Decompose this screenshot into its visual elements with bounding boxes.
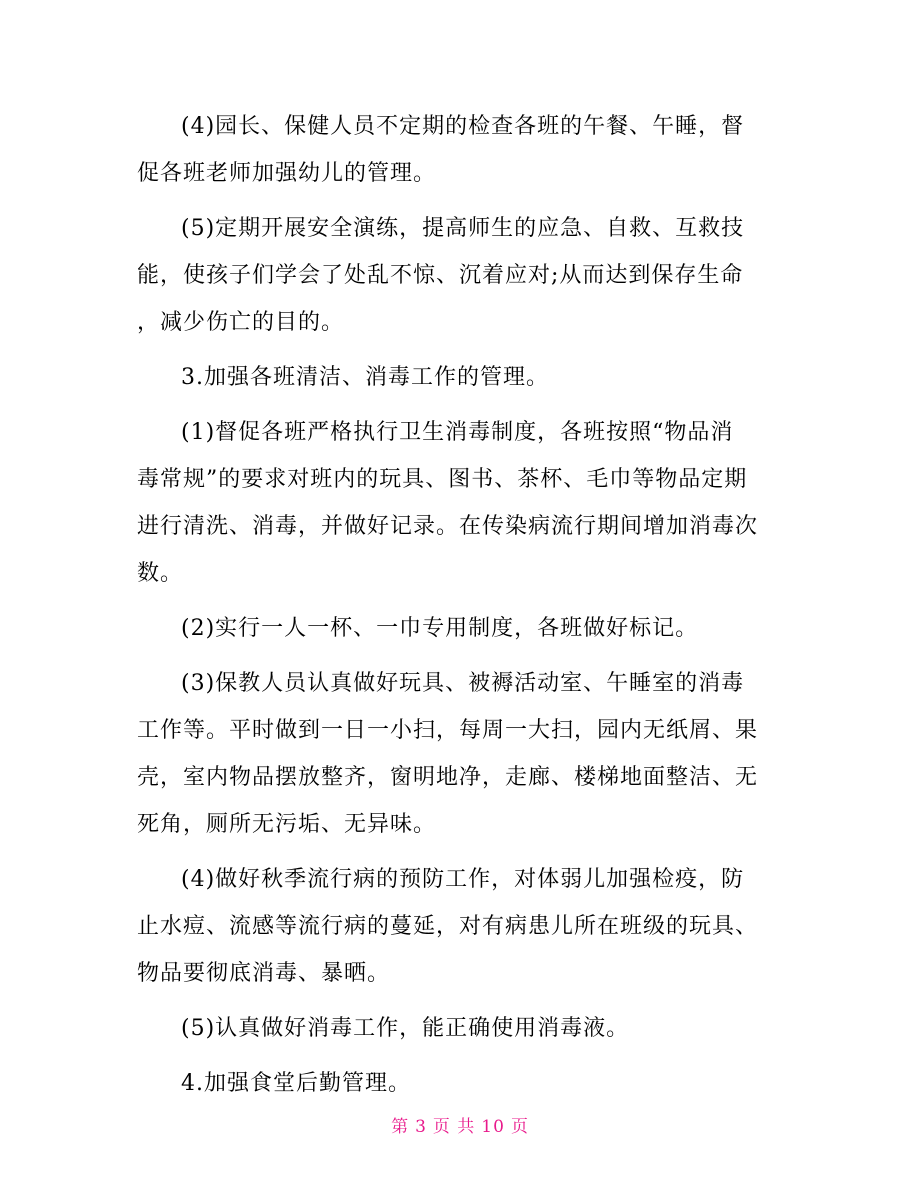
paragraph-line: 死角，厕所无污垢、无异味。 (137, 812, 437, 837)
footer-total-pages: 10 (481, 1117, 505, 1137)
paragraph (137, 856, 787, 997)
footer-middle: 页 共 (432, 1117, 476, 1137)
paragraph-line: (4)园长、保健人员不定期的检查各班的午餐、午睡，督 (181, 114, 745, 139)
paragraph (137, 660, 787, 848)
paragraph-line: (4)做好秋季流行病的预防工作，对体弱儿加强检疫，防 (181, 867, 745, 892)
document-body (137, 103, 787, 1115)
paragraph-line: (1)督促各班严格执行卫生消毒制度，各班按照“物品消 (181, 420, 734, 445)
paragraph-line: 壳，室内物品摆放整齐，窗明地净，走廊、楼梯地面整洁、无 (137, 765, 759, 790)
paragraph (137, 605, 787, 652)
paragraph-line: (5)定期开展安全演练，提高师生的应急、自救、互救技 (181, 216, 745, 241)
paragraph-line: 能，使孩子们学会了处乱不惊、沉着应对;从而达到保存生命 (137, 263, 744, 288)
paragraph-line: (2)实行一人一杯、一巾专用制度，各班做好标记。 (181, 616, 699, 641)
footer-prefix: 第 (391, 1117, 410, 1137)
paragraph (137, 1005, 787, 1052)
paragraph (137, 409, 787, 597)
paragraph-line: ，减少伤亡的目的。 (137, 310, 345, 335)
paragraph-line: 4.加强食堂后勤管理。 (181, 1071, 411, 1096)
paragraph-line: 物品要彻底消毒、暴晒。 (137, 961, 391, 986)
paragraph-line: 数。 (137, 561, 184, 586)
paragraph (137, 103, 787, 197)
paragraph-line: 3.加强各班清洁、消毒工作的管理。 (181, 365, 549, 390)
footer-current-page: 3 (415, 1117, 427, 1137)
paragraph-line: (5)认真做好消毒工作，能正确使用消毒液。 (181, 1016, 630, 1041)
paragraph-line: 工作等。平时做到一日一小扫，每周一大扫，园内无纸屑、果 (137, 718, 759, 743)
paragraph-line: 促各班老师加强幼儿的管理。 (137, 161, 437, 186)
paragraph-line: 止水痘、流感等流行病的蔓延，对有病患儿所在班级的玩具、 (137, 914, 759, 939)
paragraph-line: 毒常规”的要求对班内的玩具、图书、茶杯、毛巾等物品定期 (137, 467, 748, 492)
paragraph-line: (3)保教人员认真做好玩具、被褥活动室、午睡室的消毒 (181, 671, 745, 696)
paragraph (137, 205, 787, 346)
paragraph (137, 354, 787, 401)
page-footer (0, 1112, 920, 1137)
paragraph (137, 1060, 787, 1107)
footer-suffix: 页 (510, 1117, 529, 1137)
paragraph-line: 进行清洗、消毒，并做好记录。在传染病流行期间增加消毒次 (137, 514, 759, 539)
